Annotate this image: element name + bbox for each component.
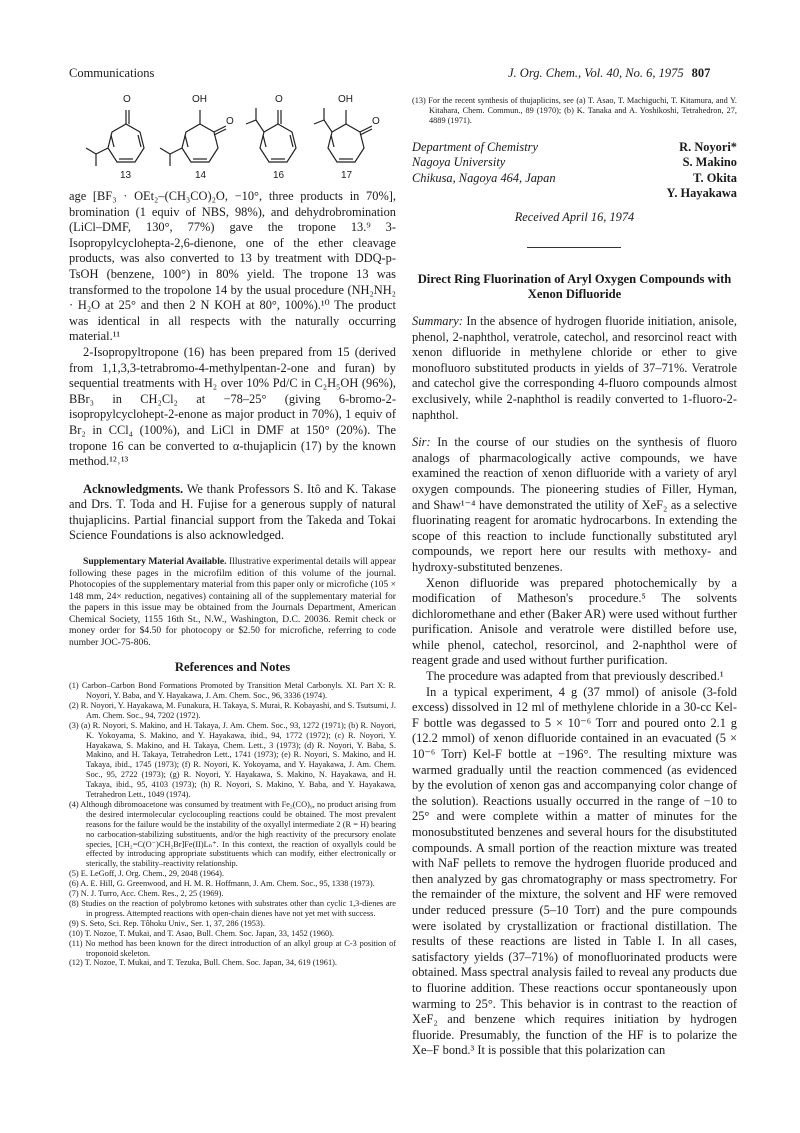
supp-text: Illustrative experimental details will appear following these pages in the microfilm edition of this volume of the journal. Photocopies of the supplementary material from this paper only or microfiche (105 × 148 mm, 24× reduction, negatives) containing all of the supplementary material for the papers in this issue may be obtained from the Journals Department, American Chemical Society, 1155 16th St., N.W., Washington, D.C. 20036. Remit check or money order for $4.50 for photocopy or $2.50 for microfiche, referring to code number JOC-75-806. xyxy=(69,556,396,648)
references-heading: References and Notes xyxy=(174,660,291,675)
reference-item: (4) Although dibromoacetone was consumed by treatment with Fe₂(CO)₉, no product arising from the desired intermolecular cyclocoupling reactions could be obtained. The most prevalent reasons for the failure would be the instability of the oxyallyl intermediate 2 (R = H) bearing no carbocation-stabilizing substituents, and/or the high reactivity of the precursory enolate species, [CH₂=C(O⁻)CH₂Br]Fe(II)Lₙ⁺. In this context, the reaction of oxyallyls could be effected by introducing appropriate substituents which can modify, either electronically or sterically, the stability–reactivity relationship. xyxy=(69,799,396,869)
atom-label: O xyxy=(372,116,380,127)
atom-label: O xyxy=(226,116,234,127)
supp-heading: Supplementary Material Available. xyxy=(83,556,227,568)
atom-label: OH xyxy=(192,94,207,105)
summary-text: In the absence of hydrogen fluoride initiation, anisole, phenol, 2-naphthol, veratrole, catechol, and resorcinol react with xenon difluoride in methylene chloride or ether to give monofluoro substituted products in yields of 37–71%. Veratrole and catechol give the corresponding 4-fluoro compounds almost exclusively, while 2-naphthol is readily converted to 1-fluoro-2-naphthol. xyxy=(412,314,737,422)
compound-label: 17 xyxy=(341,170,353,181)
author-name: Y. Hayakawa xyxy=(666,186,737,201)
affiliation-line: Nagoya University xyxy=(412,155,506,170)
structure-figure xyxy=(80,94,390,184)
affiliation-line: Chikusa, Nagoya 464, Japan xyxy=(412,170,556,185)
reference-item: (11) No method has been known for the direct introduction of an alkyl group at C-3 position of troponoid skeleton. xyxy=(69,938,396,958)
reference-item: (13) For the recent synthesis of thujaplicins, see (a) T. Asao, T. Machiguchi, T. Kitamura, and Y. Kitahara, Chem. Commun., 89 (1970); (b) K. Tanaka and A. Yoshikoshi, Tetrahedron, 27, 4889 (1971). xyxy=(412,96,737,125)
body-paragraph: age [BF₃ · OEt₂–(CH₃CO)₂O, −10°, three products in 70%], bromination (1 equiv of NBS, 98%), and dehydrobromination (LiCl–DMF, 130°, 77%) gave the tropone 13.⁹ 3-Isopropylcyclohepta-2,6-dienone, one of the ether cleavage products, was also converted to 13 by treatment with DDQ-p-TsOH (benzene, 100°) in 80% yield. The tropone 13 was transformed to the tropolone 14 by the usual procedure (NH₂NH₂ · H₂O at 25° and then 2 N KOH at 80°, 100%).¹⁰ The product was identical in all respects with the naturally occurring material.¹¹ xyxy=(69,189,396,344)
running-head-journal xyxy=(508,66,710,81)
atom-label: O xyxy=(123,94,131,105)
reference-item: (6) A. E. Hill, G. Greenwood, and H. M. R. Hoffmann, J. Am. Chem. Soc., 95, 1338 (1973). xyxy=(69,879,375,889)
body-paragraph: The procedure was adapted from that previously described.¹ xyxy=(426,669,724,684)
compound-label: 13 xyxy=(120,170,132,181)
body-paragraph: In a typical experiment, 4 g (37 mmol) of anisole (3-fold excess) dissolved in 12 ml of methylene chloride in a 30-cc Kel-F bottle was degassed to 5 × 10⁻⁶ Torr and poured onto 2.1 g (12.2 mmol) of xenon difluoride contained in an evacuated (5 × 10⁻⁶ Torr) Kel-F bottle at −196°. The resulting mixture was warmed gradually until the reaction commenced (as evidenced by the evolution of xenon gas and accompanying color change of the solution). Reactions usually occurred in the range of −10 to 25° and were complete within a matter of minutes for the monosubstituted benzenes and several hours for the disubstituted compounds. A small portion of the reaction mixture was treated with NaF pellets to remove the hydrogen fluoride produced and then analyzed by gas chromatography or mass spectrometry. For the remainder of the mixture, the solvent and HF were removed under reduced pressure (5–10 Torr) and the pure compounds were isolated by crystallization or fractional distillation. The results of these reactions are listed in Table I. In all cases, satisfactory yields (37–71%) of monofluorinated products were obtained. Mass spectral analysis failed to reveal any products due to fluorine addition. These reactions occur spontaneously upon warming to 25°. This behavior is in contrast to the reaction of XeF₂ and benzene which requires initiation by hydrogen fluoride. Presumably, the function of the HF is to polarize the Xe–F bond.³ It is possible that this polarization can xyxy=(412,684,737,1058)
reference-item: (10) T. Nozoe, T. Mukai, and T. Asao, Bull. Chem. Soc. Japan, 33, 1452 (1960). xyxy=(69,928,335,938)
right-column xyxy=(412,272,737,1059)
supplementary-material xyxy=(69,556,396,648)
ack-heading: Acknowledgments. xyxy=(83,481,184,496)
author-name: S. Makino xyxy=(682,155,737,170)
reference-item: (8) Studies on the reaction of polybromo ketones with substrates other than cyclic 1,3-dienes are in progress. Attempted reactions with open-chain dienes have not yet met with success. xyxy=(69,899,396,918)
reference-item: (12) T. Nozoe, T. Mukai, and T. Tezuka, Bull. Chem. Soc. Japan, 34, 619 (1961). xyxy=(69,958,337,968)
summary xyxy=(412,314,737,423)
running-head-section: Communications xyxy=(69,66,155,80)
sir-text: In the course of our studies on the synthesis of fluoro analogs of pharmacologically active compounds, we have examined the reaction of xenon difluoride with a variety of aryl oxygen compounds. The pioneering studies of Filler, Hyman, and Shaw¹⁻⁴ have demonstrated the utility of XeF₂ as a selective fluorinating reagent for aromatic hydrocarbons. In extending the scope of this reaction to include functionally substituted aryl compounds, we report here our results with methoxy- and hydroxy-substituted benzenes. xyxy=(412,435,737,574)
left-column xyxy=(69,189,396,968)
body-paragraph: 2-Isopropyltropone (16) has been prepared from 15 (derived from 1,1,3,3-tetrabromo-4-methylpentan-2-one and furan) by sequential treatments with H₂ over 10% Pd/C in C₂H₅OH (96%), BBr₃ in CH₂Cl₂ at −78–25° (giving 6-bromo-2-isopropylcyclohept-2-enone as major product in 70%), 1 equiv of Br₂ in CCl₄ (100%), and LiCl in DMF at 150° (20%). The tropone 16 can be converted to α-thujaplicin (17) by the known method.¹²˒¹³ xyxy=(69,344,396,469)
compound-label: 16 xyxy=(273,170,285,181)
body-paragraph xyxy=(412,435,737,575)
atom-label: O xyxy=(275,94,283,105)
footnote-block xyxy=(412,96,737,126)
journal-citation: J. Org. Chem., Vol. 40, No. 6, 1975 xyxy=(508,66,684,80)
affiliation-block xyxy=(412,140,737,202)
sir-heading: Sir: xyxy=(412,435,431,450)
compound-label: 14 xyxy=(195,170,207,181)
section-divider xyxy=(527,247,621,248)
reference-item: (2) R. Noyori, Y. Hayakawa, M. Funakura, H. Takaya, S. Murai, R. Kobayashi, and S. Tsutsumi, J. Am. Chem. Soc., 94, 7202 (1972). xyxy=(69,700,396,720)
summary-heading: Summary: xyxy=(412,314,463,328)
reference-item: (7) N. J. Turro, Acc. Chem. Res., 2, 25 (1969). xyxy=(69,889,224,899)
affiliation-line: Department of Chemistry xyxy=(412,140,538,154)
atom-label: OH xyxy=(338,94,353,105)
references-list xyxy=(69,681,396,968)
acknowledgments xyxy=(69,482,396,544)
body-paragraph: Xenon difluoride was prepared photochemically by a modification of Matheson's procedure.⁵ The solvents dichloromethane and ether (Baker AR) were used without further purification. Anisole and veratrole were distilled before use, while phenol, catechol, resorcinol, and 2-naphthol were of reagent grade and used without further purification. xyxy=(412,575,737,668)
author-name: R. Noyori* xyxy=(679,140,737,154)
reference-item: (1) Carbon–Carbon Bond Formations Promoted by Transition Metal Carbonyls. XI. Part X: R. Noyori, Y. Baba, and Y. Hayakawa, J. Am. Chem. Soc., 96, 3336 (1974). xyxy=(69,681,396,700)
reference-item: (9) S. Seto, Sci. Rep. Tôhoku Univ., Ser. 1, 37, 286 (1953). xyxy=(69,918,265,928)
page-number: 807 xyxy=(691,66,711,80)
author-name: T. Okita xyxy=(693,170,737,185)
article-title: Direct Ring Fluorination of Aryl Oxygen Compounds with Xenon Difluoride xyxy=(417,272,732,301)
reference-item: (5) E. LeGoff, J. Org. Chem., 29, 2048 (1964). xyxy=(69,869,225,879)
reference-item: (3) (a) R. Noyori, S. Makino, and H. Takaya, J. Am. Chem. Soc., 93, 1272 (1971); (b) R. Noyori, K. Yokoyama, S. Makino, and Y. Hayakawa, ibid., 94, 1772 (1972); (c) R. Noyori, Y. Hayakawa, S. Makino, and H. Takaya, Chem. Lett., 3 (1973); (d) R. Noyori, Y. Baba, S. Makino, and H. Takaya, Tetrahedron Lett., 1741 (1973); (e) R. Noyori, S. Makino, and H. Takaya, ibid., 1745 (1973); (f) R. Noyori, K. Yokoyama, and Y. Hayakawa, J. Am. Chem. Soc., 95, 2722 (1973); (g) R. Noyori, Y. Hayakawa, S. Makino, N. Hayakawa, and H. Takaya, ibid., 95, 4103 (1973); (h) R. Noyori, S. Makino, Y. Baba, and Y. Hayakawa, Tetrahedron Lett., 1049 (1974). xyxy=(69,720,396,800)
ack-text: We thank Professors S. Itô and K. Takase and Drs. T. Toda and H. Fujise for a generous supply of natural thujaplicins. Partial financial support from the Takeda and Tokai Science Foundations is also acknowledged. xyxy=(69,481,396,543)
received-date: Received April 16, 1974 xyxy=(514,210,635,224)
